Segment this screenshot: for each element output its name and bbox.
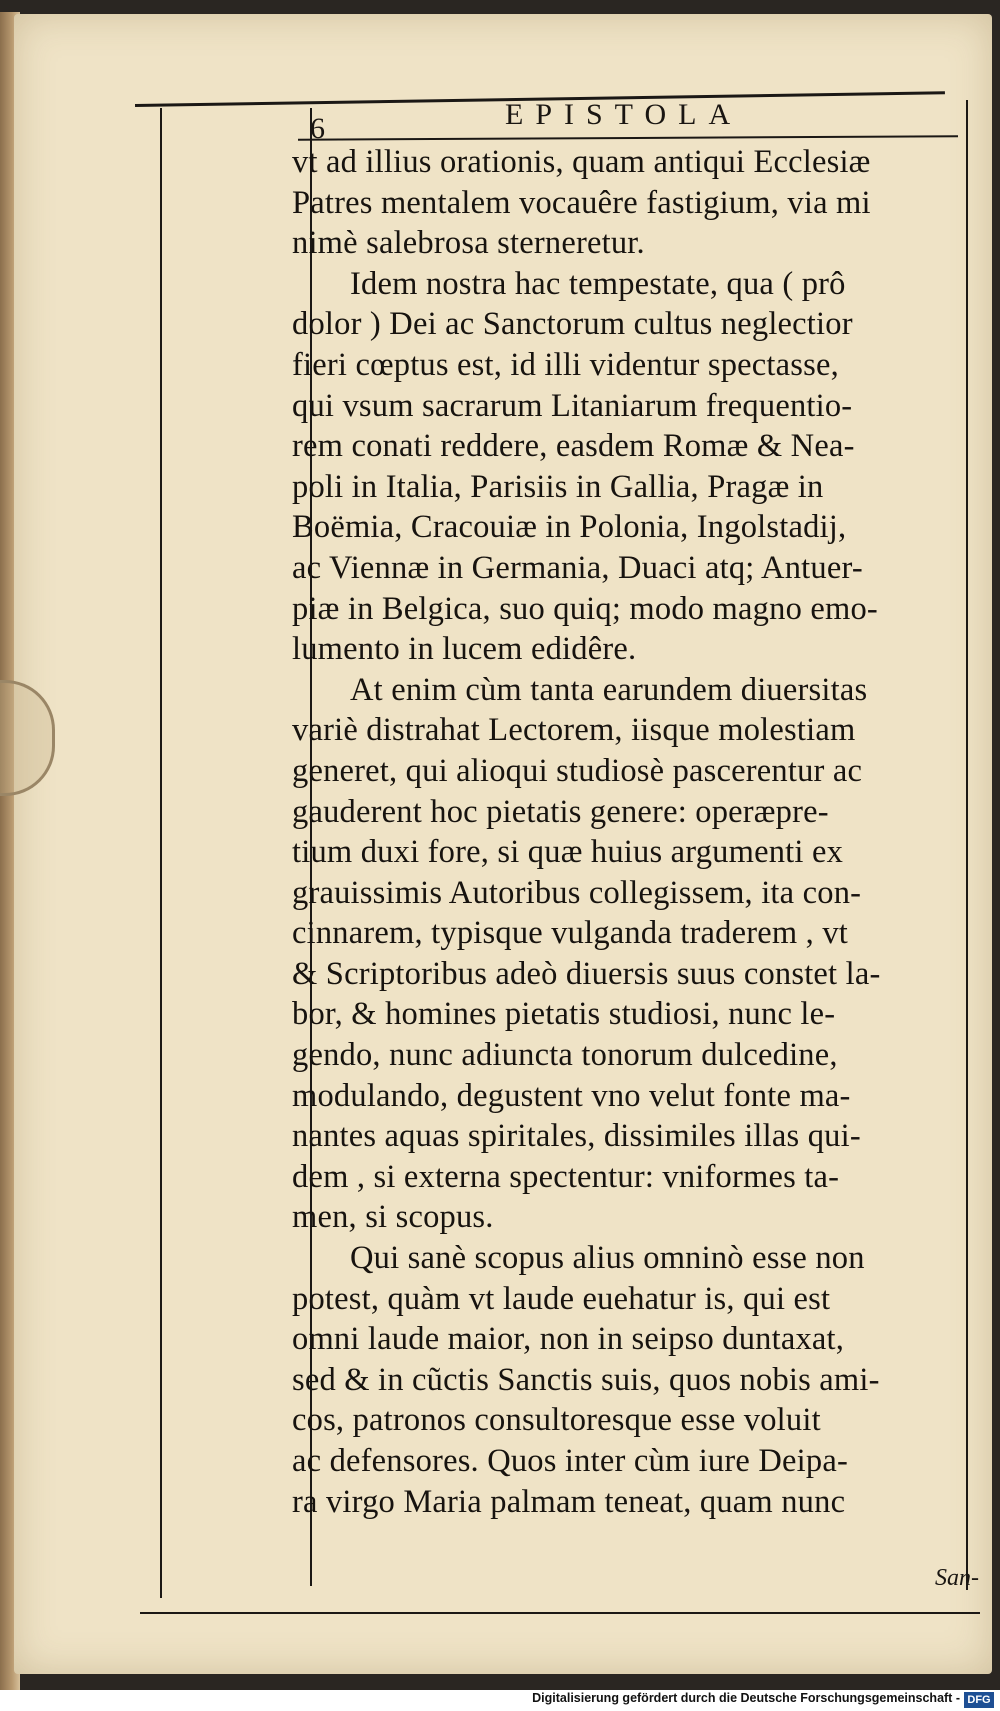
text-line: piæ in Belgica, suo quiq; modo magno emo- bbox=[292, 590, 878, 627]
frame-outer-left-rule bbox=[160, 108, 162, 1598]
text-line: vt ad illius orationis, quam antiqui Ecclesiæ bbox=[292, 144, 871, 180]
text-line: rem conati reddere, easdem Romæ & Nea- bbox=[292, 428, 855, 465]
text-line: sed & in cũctis Sanctis suis, quos nobis ami- bbox=[292, 1361, 880, 1398]
footer-credit: Digitalisierung gefördert durch die Deutsche Forschungsgemeinschaft - bbox=[532, 1691, 960, 1705]
text-line: cinnarem, typisque vulganda traderem , vt bbox=[292, 915, 849, 952]
text-line: dem , si externa spectentur: vniformes ta- bbox=[292, 1158, 840, 1195]
text-line: Qui sanè scopus alius omninò esse non bbox=[350, 1240, 865, 1277]
text-line: ac defensores. Quos inter cùm iure Deipa- bbox=[292, 1443, 848, 1479]
text-line: Boëmia, Cracouiæ in Polonia, Ingolstadij, bbox=[292, 509, 847, 546]
text-line: cos, patronos consultoresque esse voluit bbox=[292, 1402, 821, 1439]
text-line: qui vsum sacrarum Litaniarum frequentio- bbox=[292, 387, 853, 424]
running-head: EPISTOLA bbox=[505, 98, 743, 131]
dfg-logo: DFG bbox=[964, 1692, 994, 1708]
text-line: ra virgo Maria palmam teneat, quam nunc bbox=[292, 1483, 846, 1520]
page-number: 6 bbox=[310, 112, 325, 145]
text-line: ac Viennæ in Germania, Duaci atq; Antuer- bbox=[292, 549, 863, 586]
text-line: Patres mentalem vocauêre fastigium, via mi bbox=[292, 184, 871, 221]
text-line: dolor ) Dei ac Sanctorum cultus neglectior bbox=[292, 306, 853, 343]
text-line: At enim cùm tanta earundem diuersitas bbox=[350, 671, 868, 708]
text-line: variè distrahat Lectorem, iisque molestiam bbox=[292, 712, 856, 749]
text-line: gendo, nunc adiuncta tonorum dulcedine, bbox=[292, 1037, 838, 1074]
text-line: nantes aquas spiritales, dissimiles illas qui- bbox=[292, 1118, 861, 1155]
text-line: bor, & homines pietatis studiosi, nunc le- bbox=[292, 996, 836, 1033]
text-line: & Scriptoribus adeò diuersis suus constet la- bbox=[292, 955, 881, 992]
text-line: poli in Italia, Parisiis in Gallia, Pragæ in bbox=[292, 468, 824, 505]
text-line: nimè salebrosa sterneretur. bbox=[292, 225, 645, 262]
frame-bottom-rule bbox=[140, 1612, 980, 1614]
text-line: fieri cœptus est, id illi videntur spectasse, bbox=[292, 346, 839, 383]
text-line: potest, quàm vt laude euehatur is, qui est bbox=[292, 1280, 831, 1317]
text-line: generet, qui alioqui studiosè pascerentur ac bbox=[292, 752, 863, 789]
body-text bbox=[292, 142, 978, 1522]
text-line: grauissimis Autoribus collegissem, ita con- bbox=[292, 874, 862, 911]
text-line: Idem nostra hac tempestate, qua ( prô bbox=[350, 265, 846, 302]
text-line: gauderent hoc pietatis genere: operæpre- bbox=[292, 793, 829, 830]
text-line: modulando, degustent vno velut fonte ma- bbox=[292, 1077, 851, 1114]
text-line: omni laude maior, non in seipso duntaxat, bbox=[292, 1321, 845, 1358]
catchword: San- bbox=[935, 1565, 979, 1591]
text-line: tium duxi fore, si quæ huius argumenti ex bbox=[292, 834, 844, 871]
text-line: lumento in lucem edidêre. bbox=[292, 631, 637, 668]
text-line: men, si scopus. bbox=[292, 1199, 494, 1236]
